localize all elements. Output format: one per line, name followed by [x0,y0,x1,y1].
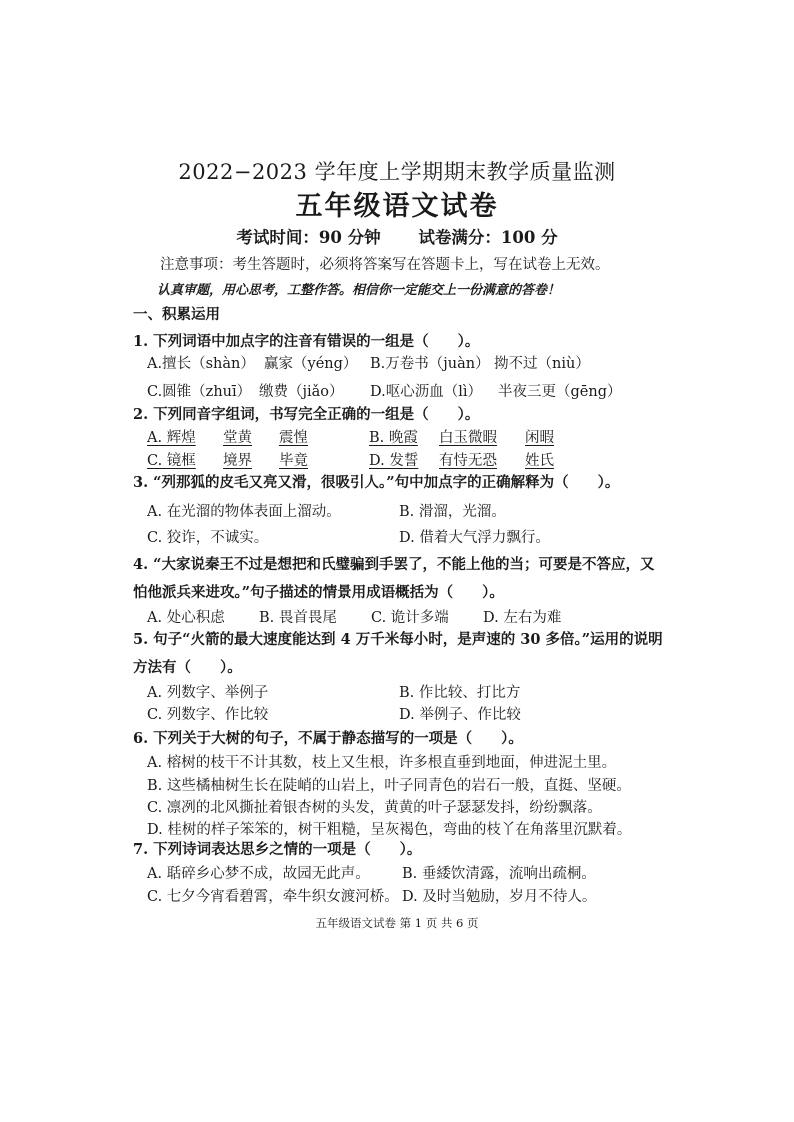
question-5-stem: 5. 句子“火箭的最大速度能达到 4 万千米每小时，是声速的 30 多倍。”运用的说明方法有（ ）。 [133,631,663,676]
question-2-stem: 2. 下列同音字组词，书写完全正确的一组是（ ）。 [133,406,480,423]
question-5-option-d: D. 举例子、作比较 [399,707,521,723]
option-d: D. 左右为难 [483,610,562,626]
option-b-word1: B. 晚霞 [369,430,418,446]
question-6-option-b: B. 这些橘柚树生长在陡峭的山岩上，叶子同青色的岩石一般，直挺、坚硬。 [147,778,631,794]
page-footer: 五年级语文试卷 第 1 页 共 6 页 [315,916,479,930]
option-c-word2: 境界 [223,453,252,469]
question-3-option-c: C. 狡诈，不诚实。 [147,530,269,546]
question-1-stem: 1. 下列词语中加点字的注音有错误的一组是（ ）。 [133,333,480,350]
exam-notice: 注意事项：考生答题时，必须将答案写在答题卡上，写在试卷上无效。 [160,257,610,273]
question-7-stem: 7. 下列诗词表达思乡之情的一项是（ ）。 [133,841,422,858]
option-a-extra: 赢家（yéng） [264,356,358,372]
option-a: A. 处心积虑 [147,610,225,626]
question-4-options [147,606,561,627]
question-3-option-b: B. 滑溜，光溜。 [399,504,506,520]
question-2-options-cd [147,449,554,470]
question-6-option-a: A. 榕树的枝干不计其数，枝上又生根，许多根直垂到地面，伸进泥土里。 [147,755,617,771]
question-6-option-c: C. 凛冽的北风撕扯着银杏树的头发，黄黄的叶子瑟瑟发抖，纷纷飘落。 [147,800,602,816]
question-6-option-d: D. 桂树的样子笨笨的，树干粗糙，呈灰褐色，弯曲的枝丫在角落里沉默着。 [147,822,632,838]
question-2-options-ab [147,426,554,447]
question-4-stem: 4. “大家说秦王不过是想把和氏璧骗到手罢了，不能上他的当；可要是不答应，又怕他派兵来进攻。”句子描述的情景用成语概括为（ ）。 [133,556,655,601]
section-title: 一、积累运用 [133,306,220,323]
option-c: C. 诡计多端 [371,610,449,626]
option-d: D.呕心沥血（lì） [370,384,482,400]
option-c-word1: C. 镜框 [147,453,196,469]
question-1-options-cd [147,380,621,401]
question-7-option-d: D. 及时当勉励，岁月不待人。 [402,889,597,905]
option-d-word2: 有恃无恐 [439,453,497,469]
option-c-extra: 缴费（jiǎo） [259,384,344,400]
exam-title-main: 五年级语文试卷 [295,191,499,222]
option-c: C.圆锥（zhuī） [147,384,252,400]
option-d-word3: 姓氏 [525,453,554,469]
option-d-word1: D. 发誓 [369,453,419,469]
option-a-word3: 震惶 [279,430,308,446]
exam-motto: 认真审题，用心思考，工整作答。相信你一定能交上一份满意的答卷！ [157,283,561,298]
option-b: B. 畏首畏尾 [259,610,337,626]
option-d-extra: 半夜三更（gēng） [498,384,622,400]
option-b: B.万卷书（juàn） [370,356,490,372]
question-7-option-b: B. 垂緌饮清露，流响出疏桐。 [402,866,596,882]
question-5-option-b: B. 作比较、打比方 [399,685,521,701]
question-7-option-c: C. 七夕今宵看碧霄，牵牛织女渡河桥。 [147,889,399,905]
option-b-extra: 拗不过（niù） [494,356,590,372]
option-a-word1: A. 辉煌 [147,430,196,446]
question-3-option-d: D. 借着大气浮力飘行。 [399,530,550,546]
full-score: 试卷满分：100 分 [418,228,558,247]
question-5-option-a: A. 列数字、举例子 [147,685,269,701]
question-6-stem: 6. 下列关于大树的句子，不属于静态描写的一项是（ ）。 [133,730,523,747]
option-b-word3: 闲暇 [525,430,554,446]
option-c-word3: 毕竟 [279,453,308,469]
option-a-word2: 堂黄 [223,430,252,446]
exam-time: 考试时间：90 分钟 [236,228,381,247]
question-1-options-ab [147,352,590,373]
exam-info [0,224,794,248]
question-3-stem: 3. “列那狐的皮毛又亮又滑，很吸引人。”句中加点字的正确解释为（ ）。 [133,474,620,491]
question-3-option-a: A. 在光溜的物体表面上溜动。 [147,504,341,520]
option-b-word2: 白玉微暇 [439,430,497,446]
exam-title-line1: 2022−2023 学年度上学期期末教学质量监测 [178,160,616,184]
question-7-option-a: A. 聒碎乡心梦不成，故园无此声。 [147,866,370,882]
option-a: A.擅长（shàn） [147,356,255,372]
question-5-option-c: C. 列数字、作比较 [147,707,269,723]
